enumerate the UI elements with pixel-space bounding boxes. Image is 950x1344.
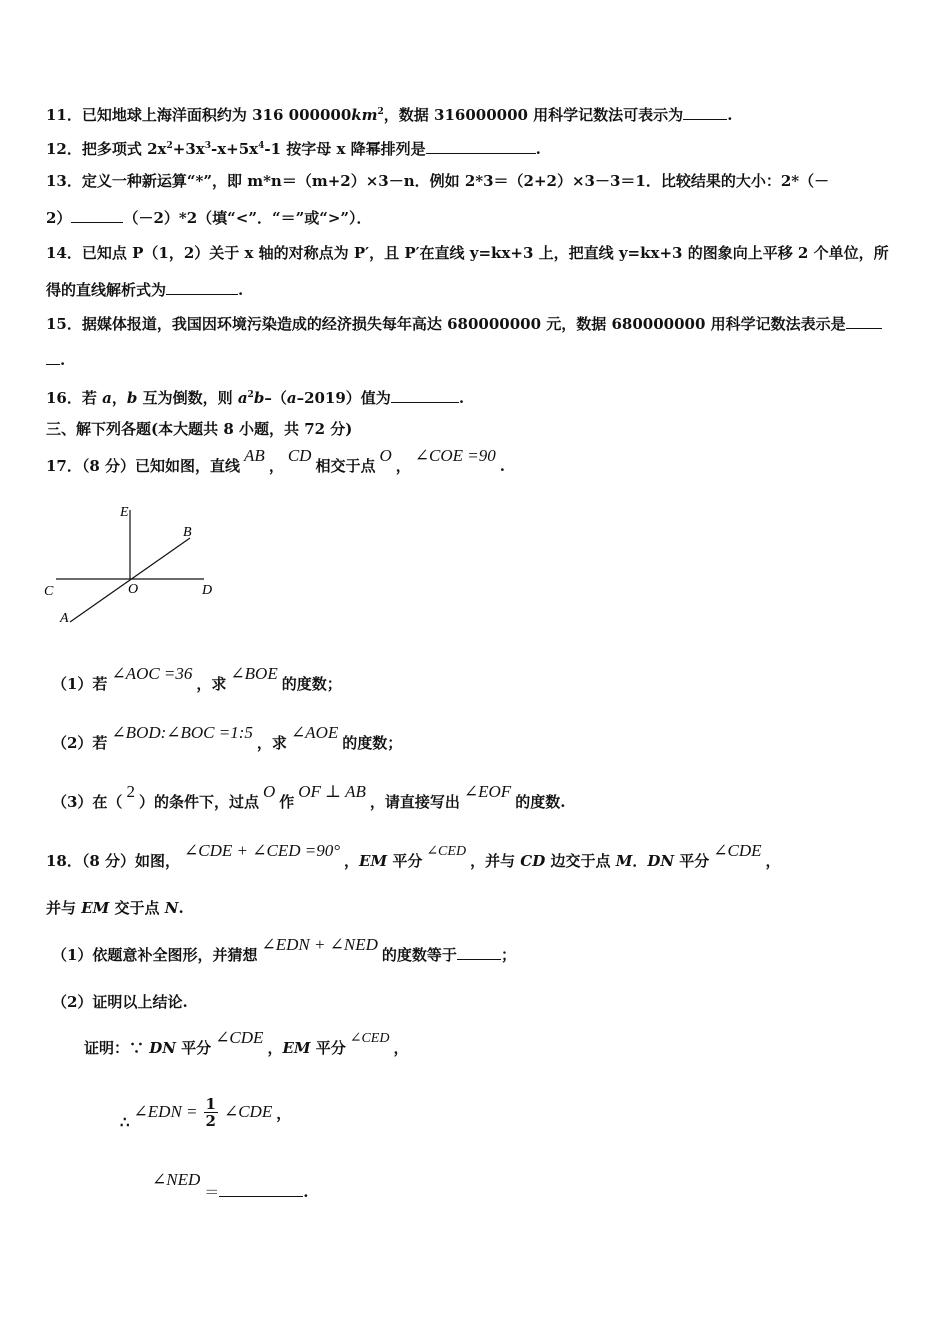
question-18-line1: 18．（8 分）如图，∠CDE + ∠CED =90°，EM 平分∠CED，并与 CD 边交于点 M．DN 平分∠CDE，	[46, 841, 781, 870]
question-13-line1: 13．定义一种新运算“*”，即 m*n＝（m+2）×3－n．例如 2*3＝（2+2）×3－3＝1．比较结果的大小：2*（－	[46, 172, 830, 190]
question-17: 17．（8 分）已知如图，直线AB，CD相交于点O，∠COE =90.	[46, 446, 505, 475]
section-heading: 三、解下列各题(本大题共 8 小题，共 72 分)	[46, 420, 353, 438]
question-12: 12．把多项式 $2x^2+3x^3-x+5x^4-1$ 按字母 x 降幂排列是 .	[46, 140, 541, 158]
question-11: 11．已知地球上海洋面积约为 316 $000000km^2$，数据 316000000 用科学记数法可表示为 .	[46, 106, 733, 124]
label-b: B	[183, 525, 192, 540]
answer-blank-cont[interactable]	[46, 350, 60, 365]
fraction-half: $\frac{1}{2}$	[205, 1095, 216, 1130]
answer-blank[interactable]	[166, 280, 238, 295]
question-13-line2: 2） （－2）*2（填“<”．“＝”或“>”）．	[46, 209, 372, 227]
q18-part-1: （1）依题意补全图形，并猜想∠EDN + ∠NED的度数等于 ；	[52, 935, 516, 964]
answer-blank[interactable]	[391, 388, 459, 403]
label-o: O	[128, 582, 139, 597]
label-d: D	[202, 583, 213, 598]
answer-blank[interactable]	[426, 139, 536, 154]
label-a: A	[60, 611, 69, 626]
question-16: 16．若 a，b 互为倒数，则 $a^2b-(a-2019)$值为 .	[46, 389, 465, 407]
answer-blank[interactable]	[71, 208, 123, 223]
question-18-line2: 并与 EM 交于点 N.	[46, 899, 184, 917]
question-15-line1: 15．据媒体报道，我国因环境污染造成的经济损失每年高达 680000000 元，数据 680000000 用科学记数法表示是	[46, 314, 910, 334]
q18-proof-line1: 证明：∵ DN 平分∠CDE，EM 平分∠CED，	[84, 1028, 409, 1057]
q17-figure	[40, 498, 230, 630]
question-14-line1: 14．已知点 P（1，2）关于 x 轴的对称点为 P′，且 P′在直线 y=kx+3 上，把直线 y=kx+3 的图象向上平移 2 个单位，所	[46, 244, 889, 262]
q17-part-1: （1）若∠AOC =36，求∠BOE的度数；	[52, 664, 342, 693]
label-c: C	[44, 584, 54, 599]
q18-proof-line2: ∴∠EDN = $\frac{1}{2}$ ∠CDE ，	[120, 1095, 292, 1131]
label-e: E	[120, 505, 129, 520]
q18-part-2: （2）证明以上结论.	[52, 993, 188, 1011]
question-15-line2: .	[46, 350, 910, 370]
q17-part-2: （2）若∠BOD:∠BOC =1:5，求∠AOE的度数；	[52, 723, 403, 752]
question-14-line2: 得的直线解析式为 .	[46, 281, 244, 299]
q17-part-3: （3）在（2）的条件下，过点O作OF ⊥ AB，请直接写出∠EOF的度数.	[52, 782, 566, 811]
answer-blank[interactable]	[219, 1182, 303, 1197]
q18-proof-line3: ∠NED＝ .	[152, 1170, 309, 1201]
answer-blank[interactable]	[683, 105, 727, 120]
answer-blank[interactable]	[457, 945, 501, 960]
answer-blank[interactable]	[846, 314, 882, 329]
